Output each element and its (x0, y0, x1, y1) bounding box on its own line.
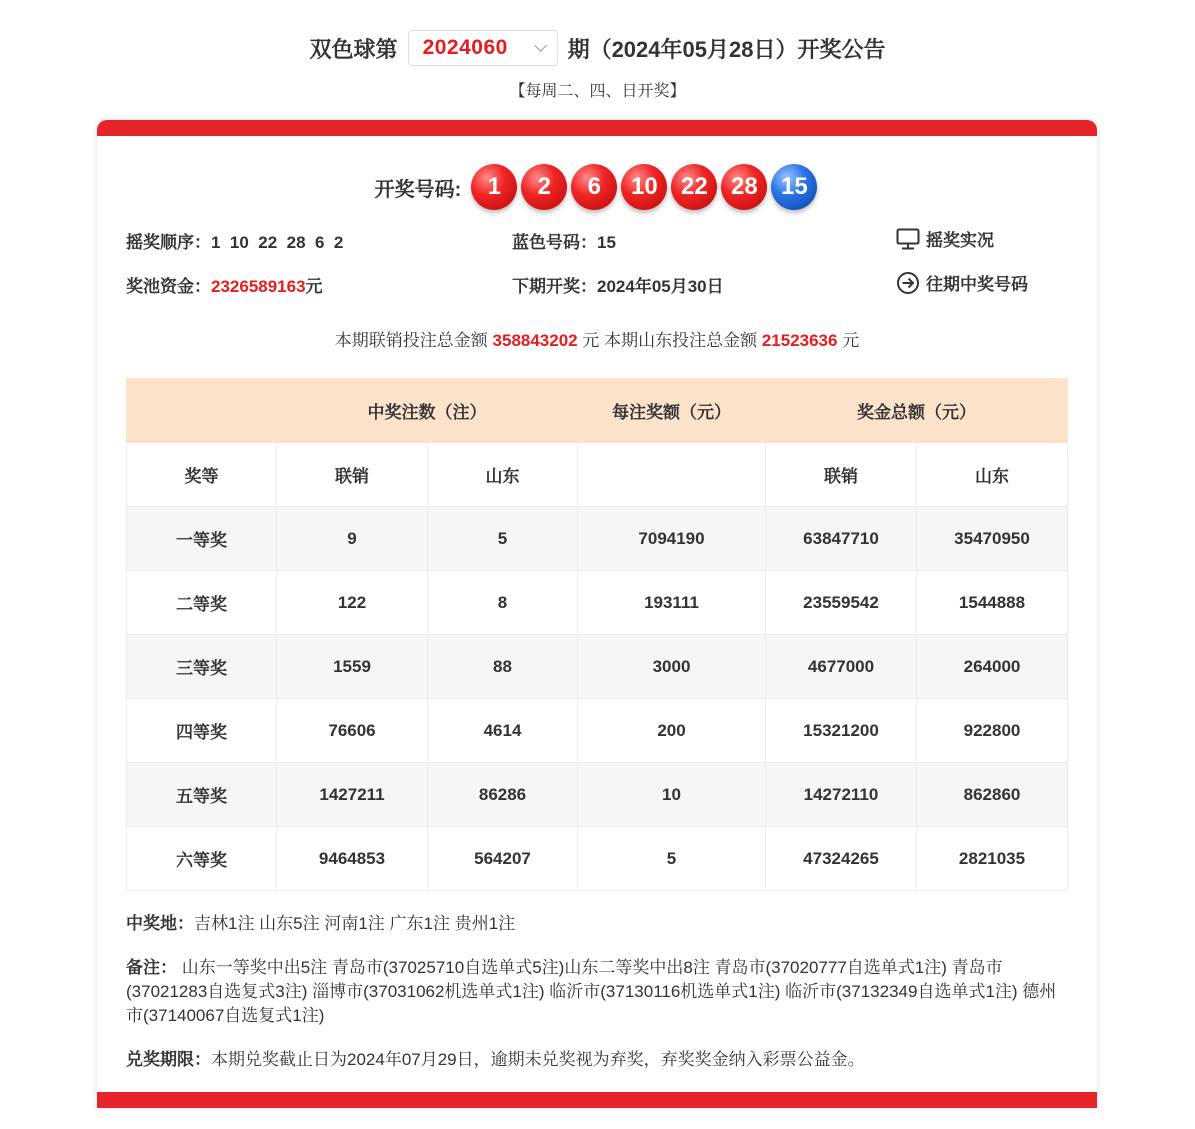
table-cell: 922800 (917, 699, 1068, 763)
draw-order-value: 1 10 22 28 6 2 (211, 233, 344, 252)
draw-schedule: 【每周二、四、日开奖】 (509, 83, 686, 100)
blue-number-value: 15 (597, 233, 616, 252)
red-ball: 2 (521, 164, 567, 210)
winning-numbers-label: 开奖号码: (374, 178, 462, 201)
table-cell: 35470950 (917, 507, 1068, 571)
next-draw (512, 272, 724, 297)
red-ball: 6 (571, 164, 617, 210)
table-cell: 二等奖 (127, 571, 277, 635)
table-cell: 1544888 (917, 571, 1068, 635)
table-cell: 564207 (428, 827, 578, 891)
red-ball: 28 (721, 164, 767, 210)
national-sales-value: 358843202 (492, 331, 578, 350)
history-link[interactable] (896, 270, 1028, 295)
table-cell: 2821035 (917, 827, 1068, 891)
blue-ball: 15 (771, 164, 817, 210)
winning-places (126, 912, 1066, 936)
table-cell: 88 (428, 635, 578, 699)
issue-select[interactable] (408, 30, 558, 66)
national-sales-unit: 元 (582, 331, 600, 350)
table-cell: 9464853 (277, 827, 428, 891)
table-header-cell: 每注奖额（元） (578, 379, 766, 443)
table-cell: 5 (578, 827, 766, 891)
table-cell: 4677000 (766, 635, 917, 699)
history-label: 往期中奖号码 (926, 275, 1028, 294)
table-header-cell: 山东 (428, 443, 578, 507)
table-row (127, 507, 1068, 571)
table-cell: 76606 (277, 699, 428, 763)
table-row (127, 699, 1068, 763)
table-header-cell: 奖金总额（元） (766, 379, 1068, 443)
red-ball: 10 (621, 164, 667, 210)
table-header-cell: 奖等 (127, 443, 277, 507)
blue-number (512, 228, 616, 253)
next-draw-label: 下期开奖： (512, 277, 597, 296)
winning-numbers (97, 164, 1097, 210)
national-sales-label: 本期联销投注总金额 (334, 331, 488, 350)
table-cell: 五等奖 (127, 763, 277, 827)
table-cell: 23559542 (766, 571, 917, 635)
card-bottom-bar (97, 1092, 1097, 1108)
live-draw-link[interactable] (896, 226, 994, 251)
table-header-cell: 中奖注数（注） (277, 379, 578, 443)
winning-places-label: 中奖地： (126, 914, 194, 933)
table-cell: 862860 (917, 763, 1068, 827)
table-cell: 4614 (428, 699, 578, 763)
title-suffix: 期（2024年05月28日）开奖公告 (567, 36, 886, 62)
next-draw-value: 2024年05月30日 (597, 277, 724, 296)
winning-places-value: 吉林1注 山东5注 河南1注 广东1注 贵州1注 (194, 914, 516, 933)
table-sub-header (127, 443, 1068, 507)
table-cell: 三等奖 (127, 635, 277, 699)
result-card (97, 120, 1097, 1108)
table-cell: 1427211 (277, 763, 428, 827)
table-cell: 5 (428, 507, 578, 571)
card-top-bar (97, 120, 1097, 136)
table-row (127, 827, 1068, 891)
red-ball: 1 (471, 164, 517, 210)
table-cell: 193111 (578, 571, 766, 635)
table-cell: 四等奖 (127, 699, 277, 763)
table-cell: 63847710 (766, 507, 917, 571)
table-cell: 7094190 (578, 507, 766, 571)
prize-pool-unit: 元 (305, 277, 323, 296)
prize-pool-label: 奖池资金： (126, 277, 211, 296)
table-row (127, 763, 1068, 827)
table-cell: 264000 (917, 635, 1068, 699)
table-cell: 47324265 (766, 827, 917, 891)
claim-deadline-label: 兑奖期限： (126, 1050, 211, 1069)
remarks (126, 956, 1066, 1028)
prize-table (126, 378, 1068, 891)
table-header-cell: 联销 (277, 443, 428, 507)
page-header (0, 28, 1195, 101)
issue-value: 2024060 (422, 36, 508, 59)
remarks-label: 备注： (126, 958, 177, 977)
blue-number-label: 蓝色号码： (512, 233, 597, 252)
sales-summary (97, 326, 1097, 351)
table-group-header (127, 379, 1068, 443)
title-prefix: 双色球第 (309, 36, 398, 62)
claim-deadline (126, 1048, 1066, 1072)
table-row (127, 635, 1068, 699)
monitor-icon (896, 228, 920, 250)
table-cell: 9 (277, 507, 428, 571)
shandong-sales-unit: 元 (842, 331, 860, 350)
table-cell: 14272110 (766, 763, 917, 827)
table-header-cell (127, 379, 277, 443)
table-row (127, 571, 1068, 635)
live-draw-label: 摇奖实况 (926, 231, 994, 250)
table-cell: 10 (578, 763, 766, 827)
table-cell: 1559 (277, 635, 428, 699)
table-cell: 六等奖 (127, 827, 277, 891)
table-header-cell: 联销 (766, 443, 917, 507)
table-cell: 8 (428, 571, 578, 635)
table-cell: 3000 (578, 635, 766, 699)
table-header-cell (578, 443, 766, 507)
table-cell: 122 (277, 571, 428, 635)
title-row (0, 28, 1195, 68)
chevron-down-icon (534, 39, 547, 52)
red-ball: 22 (671, 164, 717, 210)
remarks-value: 山东一等奖中出5注 青岛市(37025710自选单式5注)山东二等奖中出8注 青岛市(37020777自选单式1注) 青岛市(37021283自选复式3注) 淄博市(37031062机选单式1注) 临沂市(37130116机选单式1注) 临沂市(37132349自选单式1注) 德州市(37140067自选复式1注) (126, 958, 1057, 1025)
table-cell: 86286 (428, 763, 578, 827)
table-cell: 15321200 (766, 699, 917, 763)
draw-order-label: 摇奖顺序： (126, 233, 211, 252)
arrow-circle-icon (896, 271, 920, 295)
prize-pool-value: 2326589163 (211, 277, 306, 296)
prize-pool (126, 272, 323, 297)
table-cell: 200 (578, 699, 766, 763)
shandong-sales-value: 21523636 (761, 331, 838, 350)
table-cell: 一等奖 (127, 507, 277, 571)
shandong-sales-label: 本期山东投注总金额 (604, 331, 758, 350)
claim-deadline-value: 本期兑奖截止日为2024年07月29日，逾期未兑奖视为弃奖，弃奖奖金纳入彩票公益金。 (211, 1050, 865, 1069)
draw-order (126, 228, 343, 253)
table-header-cell: 山东 (917, 443, 1068, 507)
